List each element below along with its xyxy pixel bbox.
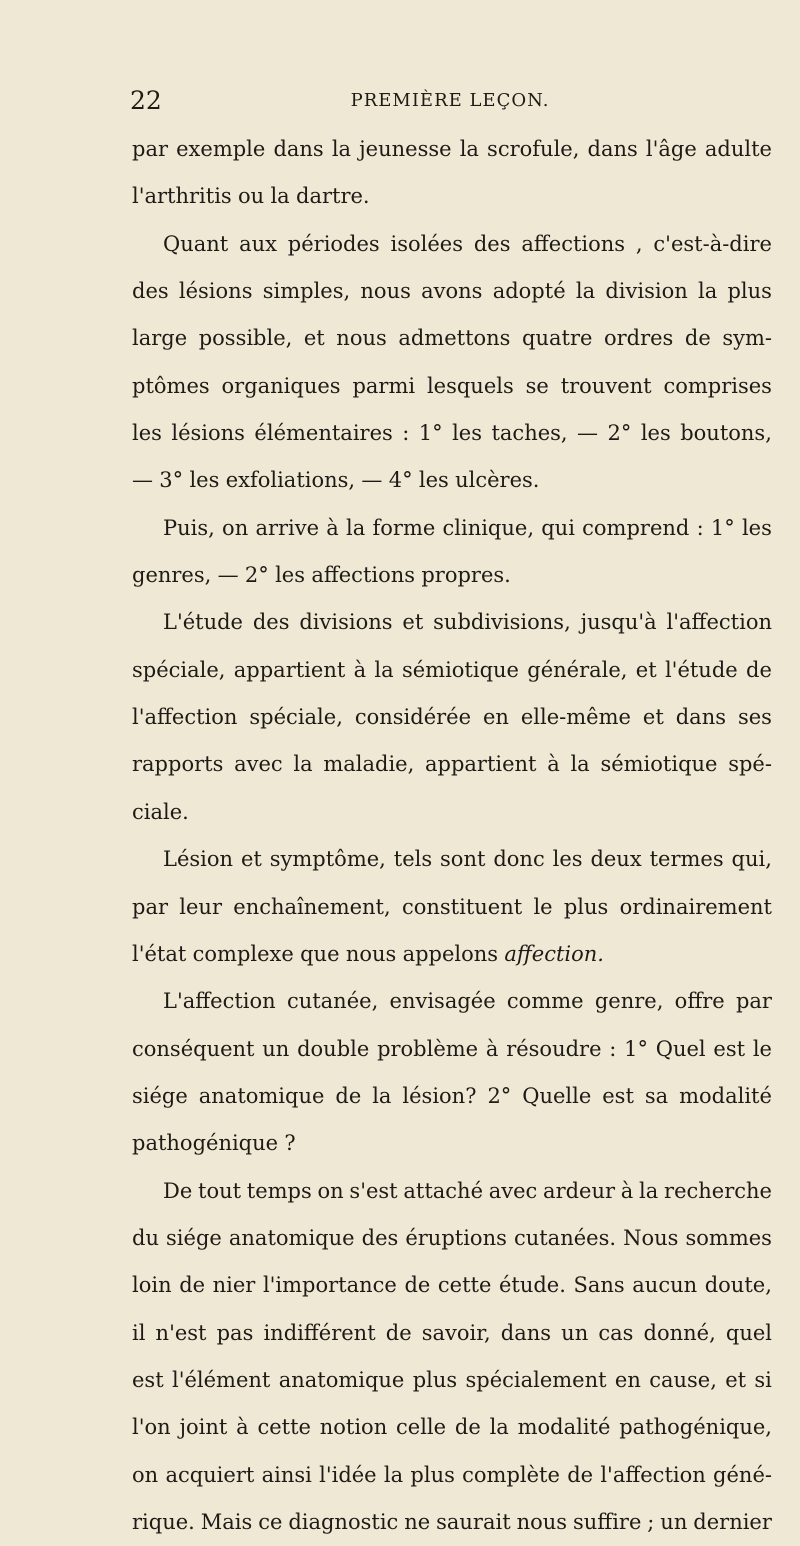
text-line: on acquiert ainsi l'idée la plus complète de l'affection géné- [132, 1462, 772, 1487]
text-line: l'arthritis ou la dartre. [132, 184, 370, 209]
text-line: — 3° les exfoliations, — 4° les ulcères. [132, 468, 540, 493]
text-line: l'on joint à cette notion celle de la modalité pathogénique, [132, 1415, 772, 1440]
body-text [132, 126, 772, 1546]
text-line: large possible, et nous admettons quatre ordres de sym- [132, 326, 772, 351]
running-head: PREMIÈRE LEÇON. [350, 90, 550, 111]
text-line: par leur enchaînement, constituent le plus ordinairement [132, 894, 772, 919]
text-line: conséquent un double problème à résoudre : 1° Quel est le [132, 1036, 772, 1061]
text-line: siége anatomique de la lésion? 2° Quelle est sa modalité [132, 1083, 772, 1108]
text-line: est l'élément anatomique plus spécialement en cause, et si [132, 1367, 772, 1392]
text-line: rapports avec la maladie, appartient à la sémiotique spé- [132, 752, 772, 777]
text-line: genres, — 2° les affections propres. [132, 563, 511, 588]
text-line: Lésion et symptôme, tels sont donc les deux termes qui, [163, 847, 772, 872]
text-line: du siége anatomique des éruptions cutanées. Nous sommes [132, 1225, 772, 1250]
text-line: rique. Mais ce diagnostic ne saurait nous suffire ; un dernier [132, 1509, 772, 1534]
text-line: Quant aux périodes isolées des affections , c'est-à-dire [163, 231, 772, 256]
page-number: 22 [130, 86, 162, 115]
text-line: ciale. [132, 799, 189, 824]
text-line: l'état complexe que nous appelons affection. [132, 931, 772, 978]
text-line: L'affection cutanée, envisagée comme genre, offre par [163, 989, 772, 1014]
text-line: De tout temps on s'est attaché avec ardeur à la recherche [163, 1178, 772, 1203]
text-line: l'affection spéciale, considérée en elle-même et dans ses [132, 705, 772, 730]
text-line: pathogénique ? [132, 1131, 296, 1156]
italic-term: affection. [504, 941, 604, 966]
page-header [130, 86, 770, 120]
text-line: il n'est pas indifférent de savoir, dans un cas donné, quel [132, 1320, 772, 1345]
text-line: ptômes organiques parmi lesquels se trouvent comprises [132, 373, 772, 398]
text-line: des lésions simples, nous avons adopté la division la plus [132, 279, 772, 304]
text-line: Puis, on arrive à la forme clinique, qui comprend : 1° les [163, 515, 772, 540]
text-line: les lésions élémentaires : 1° les taches, — 2° les boutons, [132, 421, 772, 446]
text-line: loin de nier l'importance de cette étude. Sans aucun doute, [132, 1273, 772, 1298]
text-line: L'étude des divisions et subdivisions, jusqu'à l'affection [163, 610, 772, 635]
text-line: spéciale, appartient à la sémiotique générale, et l'étude de [132, 657, 772, 682]
text-line: par exemple dans la jeunesse la scrofule, dans l'âge adulte [132, 137, 772, 161]
